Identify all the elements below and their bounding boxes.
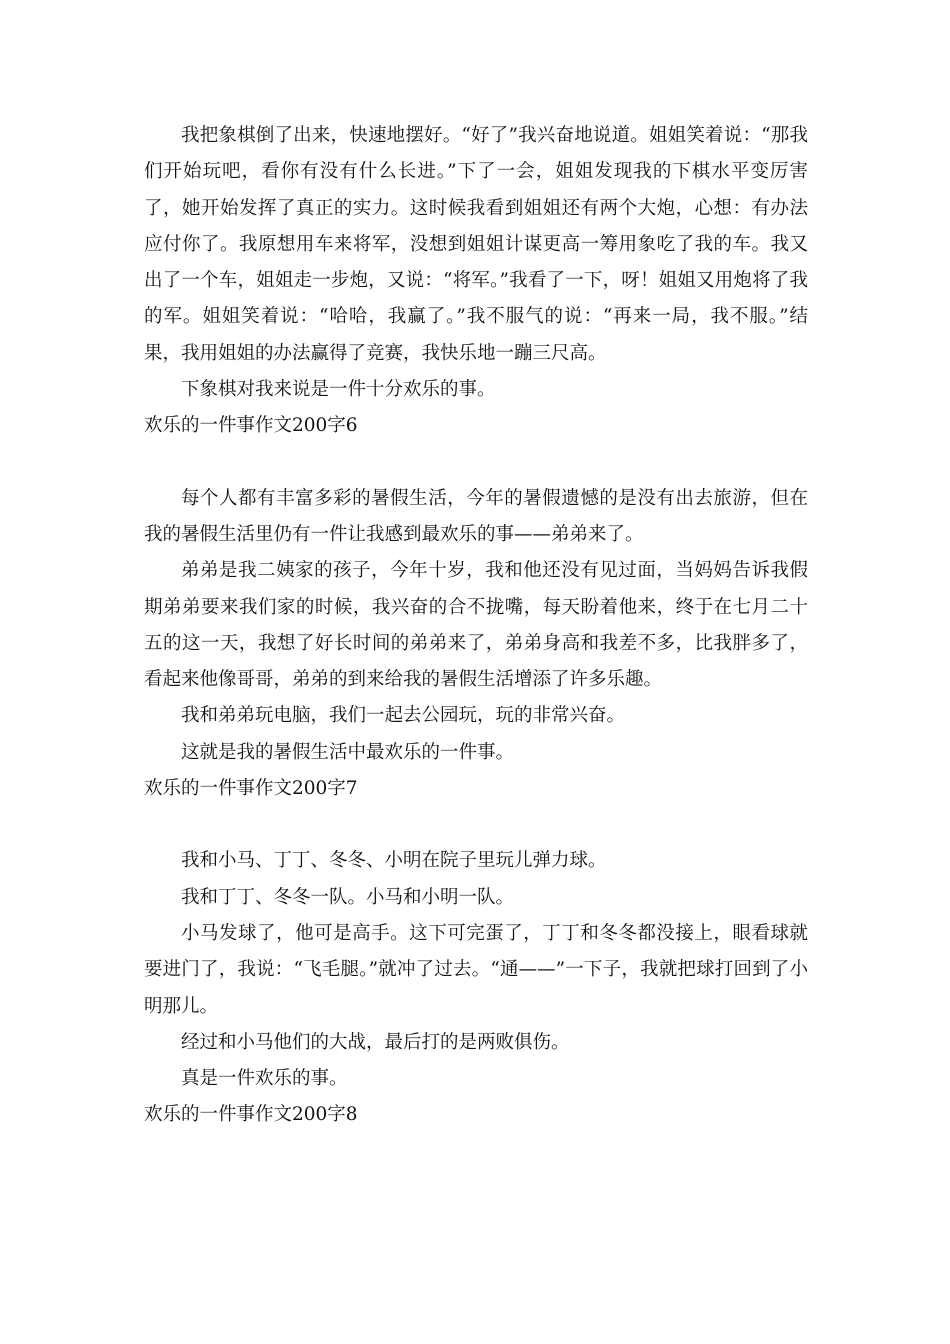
paragraph: 我和丁丁、冬冬一队。小马和小明一队。 (181, 886, 515, 908)
paragraph: 我和小马、丁丁、冬冬、小明在院子里玩儿弹力球。 (181, 850, 607, 872)
paragraph: 这就是我的暑假生活中最欢乐的一件事。 (181, 741, 515, 763)
paragraph: 弟弟是我二姨家的孩子，今年十岁，我和他还没有见过面，当妈妈告诉我假期弟弟要来我们家的时候，我兴奋的合不拢嘴，每天盼着他来，终于在七月二十五的这一天，我想了好长时间的弟弟来了，弟弟身高和我差不多，比我胖多了，看起来他像哥哥，弟弟的到来给我的暑假生活增添了许多乐趣。 (144, 560, 808, 691)
essay-heading-8: 欢乐的一件事作文200字8 (144, 1104, 358, 1126)
paragraph: 小马发球了，他可是高手。这下可完蛋了，丁丁和冬冬都没接上，眼看球就要进门了，我说：“飞毛腿。”就冲了过去。“通——”一下子，我就把球打回到了小明那儿。 (144, 922, 808, 1017)
document-body (144, 118, 808, 1134)
paragraph: 真是一件欢乐的事。 (181, 1068, 348, 1090)
spacer (144, 445, 808, 481)
paragraph: 下象棋对我来说是一件十分欢乐的事。 (181, 379, 496, 401)
paragraph: 每个人都有丰富多彩的暑假生活，今年的暑假遗憾的是没有出去旅游，但在我的暑假生活里仍有一件让我感到最欢乐的事——弟弟来了。 (144, 487, 808, 545)
paragraph: 我把象棋倒了出来，快速地摆好。“好了”我兴奋地说道。姐姐笑着说：“那我们开始玩吧，看你有没有什么长进。”下了一会，姐姐发现我的下棋水平变厉害了，她开始发挥了真正的实力。这时候我看到姐姐还有两个大炮，心想：有办法应付你了。我原想用车来将军，没想到姐姐计谋更高一筹用象吃了我的车。我又出了一个车，姐姐走一步炮，又说：“将军。”我看了一下，呀！姐姐又用炮将了我的军。姐姐笑着说：“哈哈，我赢了。”我不服气的说：“再来一局，我不服。”结果，我用姐姐的办法赢得了竞赛，我快乐地一蹦三尺高。 (144, 125, 808, 364)
essay-heading-6: 欢乐的一件事作文200字6 (144, 415, 358, 437)
spacer (144, 807, 808, 843)
paragraph: 经过和小马他们的大战，最后打的是两败俱伤。 (181, 1031, 570, 1053)
paragraph: 我和弟弟玩电脑，我们一起去公园玩，玩的非常兴奋。 (181, 705, 626, 727)
essay-heading-7: 欢乐的一件事作文200字7 (144, 778, 358, 800)
